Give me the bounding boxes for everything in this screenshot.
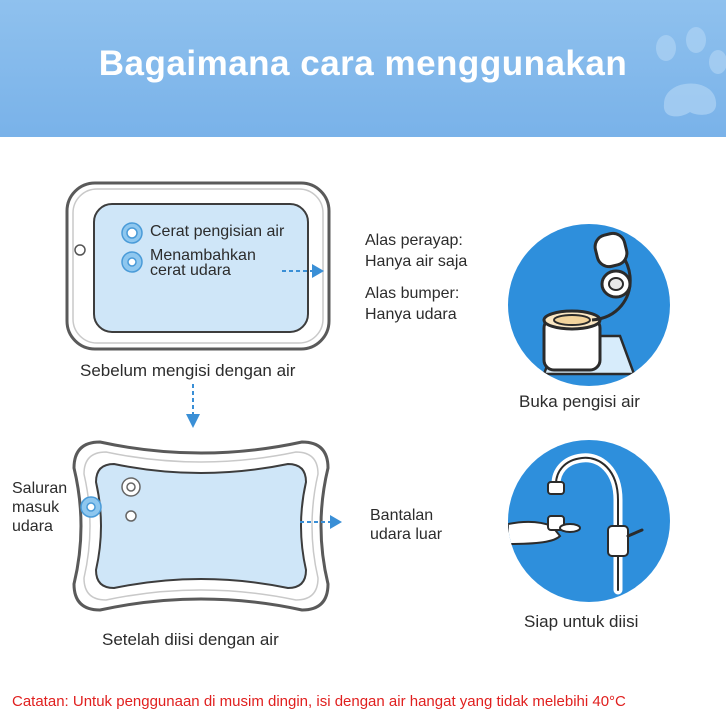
before-fill-caption: Sebelum mengisi dengan air [80,361,296,380]
air-valve-filled-icon [124,509,138,523]
outer-cushion-label-line2: udara luar [370,526,443,543]
crawl-mat-desc: Hanya air saja [365,253,468,270]
arrow-right-icon [282,262,326,280]
filler-cap-icon [508,224,670,386]
air-inlet-icon [80,496,102,518]
outer-cushion-label-line1: Bantalan [370,507,434,524]
open-filler-label: Buka pengisi air [519,392,640,411]
ready-to-fill-illustration [508,440,670,602]
air-inlet-label-line3: udara [12,518,53,535]
air-inlet-label-line2: masuk [12,499,60,516]
water-valve-filled-icon [120,476,142,498]
arrow-down-icon [184,384,202,430]
water-valve-label: Cerat pengisian air [150,223,285,240]
after-fill-caption: Setelah diisi dengan air [102,630,279,649]
paw-print-icon [646,26,726,126]
faucet-icon [508,440,670,602]
header-banner [0,0,726,137]
air-valve-label-line2: cerat udara [150,262,231,279]
water-valve-icon [121,222,143,244]
arrow-right-icon [300,513,344,531]
air-inlet-label-line1: Saluran [12,480,68,497]
page-title: Bagaimana cara menggunakan [98,44,628,83]
bumper-mat-label: Alas bumper: [365,285,460,302]
bumper-mat-desc: Hanya udara [365,306,457,323]
winter-usage-note: Catatan: Untuk penggunaan di musim dingin, isi dengan air hangat yang tidak melebihi 40°C [12,693,626,710]
ready-to-fill-label: Siap untuk diisi [524,612,639,631]
air-valve-icon [121,251,143,273]
air-valve-label-line1: Menambahkan [150,247,256,264]
open-filler-illustration [508,224,670,386]
mat-after-fill-illustration [70,438,332,614]
crawl-mat-label: Alas perayap: [365,232,463,249]
